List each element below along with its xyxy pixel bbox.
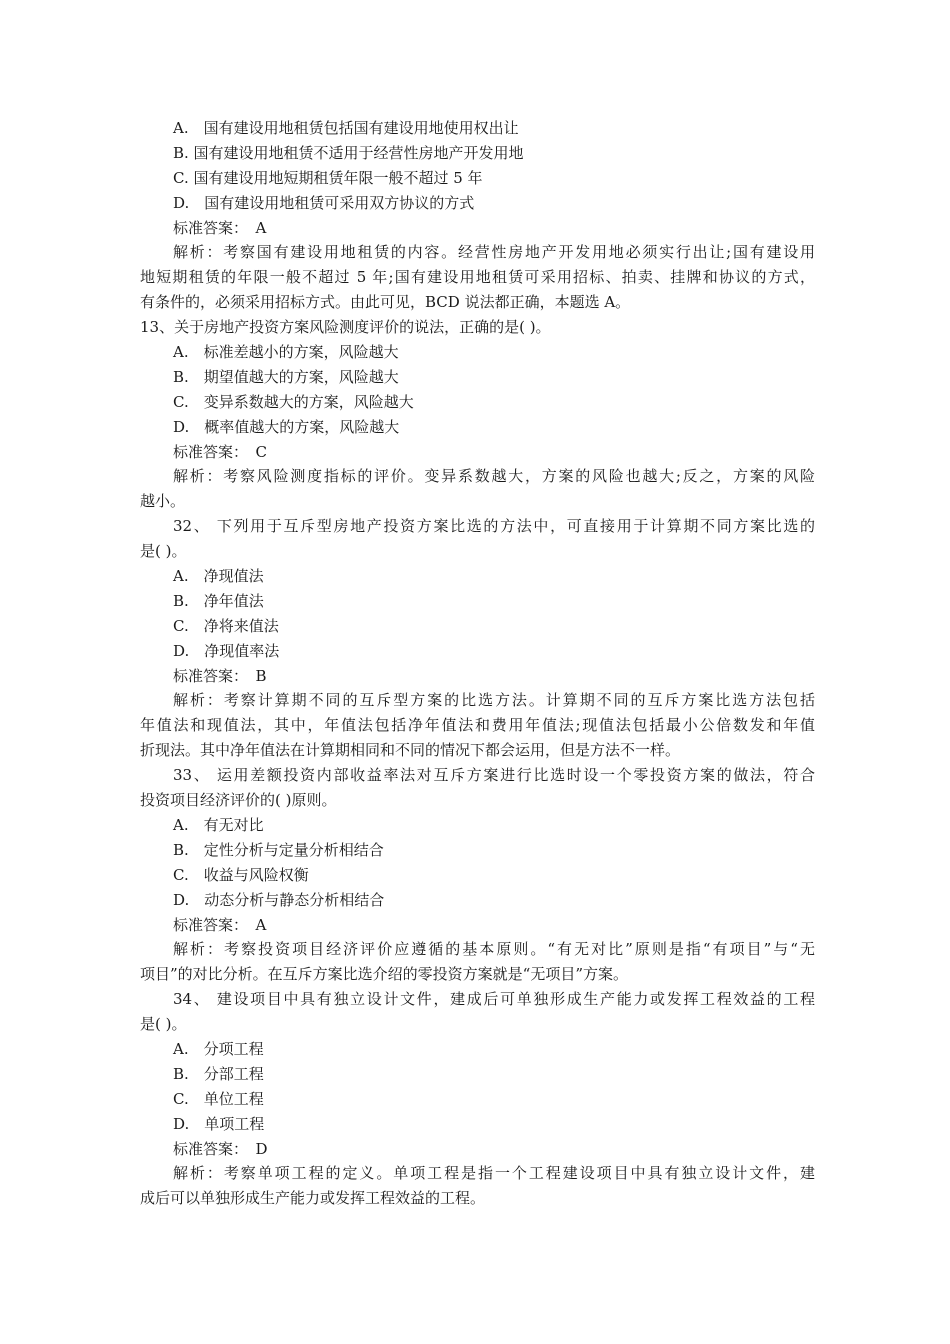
analysis-line: 解析：考察计算期不同的互斥型方案的比选方法。计算期不同的互斥方案比选方法包括 (173, 691, 815, 710)
option-b: B. 定性分析与定量分析相结合 (173, 840, 384, 859)
standard-answer: 标准答案： D (173, 1139, 268, 1158)
question-stem: 33、 运用差额投资内部收益率法对互斥方案进行比选时设一个零投资方案的做法，符合 (173, 766, 815, 785)
option-d: D. 国有建设用地租赁可采用双方协议的方式 (173, 193, 475, 212)
analysis-line: 地短期租赁的年限一般不超过 5 年;国有建设用地租赁可采用招标、拍卖、挂牌和协议的方式， (140, 268, 815, 287)
option-b: B. 分部工程 (173, 1064, 264, 1083)
standard-answer: 标准答案： A (173, 218, 267, 237)
option-d: D. 净现值率法 (173, 641, 280, 660)
question-stem: 34、 建设项目中具有独立设计文件，建成后可单独形成生产能力或发挥工程效益的工程 (173, 990, 815, 1009)
option-c: C. 单位工程 (173, 1089, 264, 1108)
option-a: A. 净现值法 (173, 567, 264, 586)
question-block-land-lease (140, 116, 815, 315)
standard-answer: 标准答案： B (173, 666, 267, 685)
option-b: B. 国有建设用地租赁不适用于经营性房地产开发用地 (173, 143, 524, 162)
question-block-33 (140, 763, 815, 987)
option-d: D. 动态分析与静态分析相结合 (173, 890, 385, 909)
analysis-line: 解析：考察风险测度指标的评价。变异系数越大，方案的风险也越大;反之，方案的风险 (173, 467, 815, 486)
question-stem: 32、 下列用于互斥型房地产投资方案比选的方法中，可直接用于计算期不同方案比选的 (173, 517, 815, 536)
option-d: D. 概率值越大的方案，风险越大 (173, 417, 400, 436)
option-a: A. 标准差越小的方案，风险越大 (173, 343, 399, 362)
question-block-13 (140, 315, 815, 514)
question-stem: 是( )。 (140, 542, 187, 561)
analysis-line: 解析：考察投资项目经济评价应遵循的基本原则。“有无对比”原则是指“有项目”与“无 (173, 940, 815, 959)
analysis-line: 解析：考察单项工程的定义。单项工程是指一个工程建设项目中具有独立设计文件，建 (173, 1164, 815, 1183)
analysis-line: 年值法和现值法，其中，年值法包括净年值法和费用年值法;现值法包括最小公倍数发和年值 (140, 716, 815, 735)
analysis-line: 折现法。其中净年值法在计算期相同和不同的情况下都会运用，但是方法不一样。 (140, 741, 681, 760)
option-c: C. 净将来值法 (173, 616, 279, 635)
option-a: A. 国有建设用地租赁包括国有建设用地使用权出让 (173, 119, 519, 137)
option-c: C. 国有建设用地短期租赁年限一般不超过 5 年 (173, 168, 483, 187)
analysis-line: 有条件的，必须采用招标方式。由此可见，BCD 说法都正确，本题选 A。 (140, 293, 631, 312)
analysis-line: 解析：考察国有建设用地租赁的内容。经营性房地产开发用地必须实行出让;国有建设用 (173, 243, 815, 262)
document-content (140, 116, 815, 1211)
option-a: A. 分项工程 (173, 1039, 264, 1058)
question-stem: 投资项目经济评价的( )原则。 (140, 791, 337, 810)
standard-answer: 标准答案： C (173, 442, 267, 461)
question-block-32 (140, 514, 815, 763)
analysis-line: 项目”的对比分析。在互斥方案比选介绍的零投资方案就是“无项目”方案。 (140, 965, 629, 984)
option-d: D. 单项工程 (173, 1114, 265, 1133)
question-block-34 (140, 987, 815, 1211)
analysis-line: 成后可以单独形成生产能力或发挥工程效益的工程。 (140, 1189, 486, 1208)
option-b: B. 期望值越大的方案，风险越大 (173, 367, 399, 386)
question-stem: 是( )。 (140, 1015, 187, 1034)
option-c: C. 收益与风险权衡 (173, 865, 309, 884)
analysis-line: 越小。 (140, 492, 186, 511)
question-stem: 13、关于房地产投资方案风险测度评价的说法，正确的是( )。 (140, 318, 551, 337)
standard-answer: 标准答案： A (173, 915, 267, 934)
option-c: C. 变异系数越大的方案，风险越大 (173, 392, 414, 411)
option-b: B. 净年值法 (173, 591, 264, 610)
option-a: A. 有无对比 (173, 815, 264, 834)
